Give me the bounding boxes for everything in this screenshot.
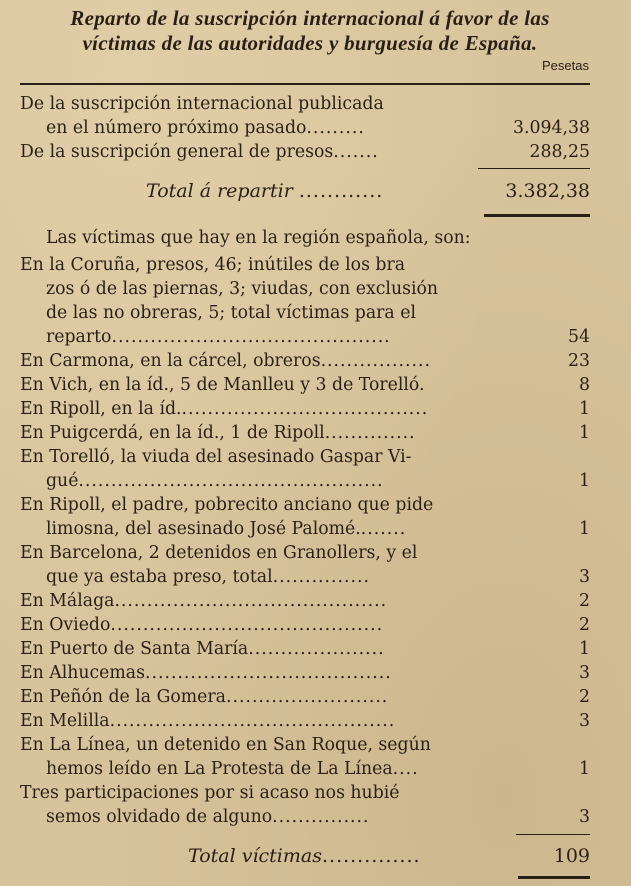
title-line-2: víctimas de las autoridades y burguesía de España. xyxy=(82,31,538,55)
victim-entry-1-line-4: reparto........................................... 54 xyxy=(46,327,590,347)
victim-entry-6-count: 1 xyxy=(579,471,590,491)
victim-entry-5: En Puigcerdá, en la íd., 1 de Ripoll.............. 1 xyxy=(20,423,590,443)
victim-entry-15-count: 1 xyxy=(579,759,590,779)
total-victims-line xyxy=(20,843,590,869)
total-distribute-label: Total á repartir ............ xyxy=(146,180,384,202)
total-distribute-line xyxy=(20,178,590,204)
victims-sum-rule xyxy=(516,834,590,835)
income-entry-2-text: De la suscripción general de presos xyxy=(20,142,334,162)
income-entry-1-line-1 xyxy=(20,92,590,116)
victim-entry-6-line-1: En Torelló, la viuda del asesinado Gaspar Vi- xyxy=(20,447,412,467)
currency-column-header: Pesetas xyxy=(542,58,589,73)
total-distribute-amount: 3.382,38 xyxy=(505,180,590,202)
victim-entry-13-count: 2 xyxy=(579,687,590,707)
income-entry-1-amount: 3.094,38 xyxy=(513,118,590,138)
victim-entry-15-line-1: En La Línea, un detenido en San Roque, según xyxy=(20,735,431,755)
victim-entry-8-line-2: que ya estaba preso, total............... 3 xyxy=(46,567,590,587)
victim-entry-10: En Oviedo.......................................... 2 xyxy=(20,615,590,635)
victim-entry-16-count: 3 xyxy=(579,807,590,827)
victim-entry-8-line-1: En Barcelona, 2 detenidos en Granollers, y el xyxy=(20,543,418,563)
victim-entry-15-line-2: hemos leído en La Protesta de La Línea.... 1 xyxy=(46,759,590,779)
income-entry-1-text-2: en el número próximo pasado xyxy=(46,118,307,138)
title-line-1: Reparto de la suscripción internacional á favor de las xyxy=(70,6,550,30)
victim-entry-5-count: 1 xyxy=(579,423,590,443)
header-divider xyxy=(20,83,590,85)
victim-entry-3-count: 8 xyxy=(579,375,590,395)
victim-entry-1-line-2: zos ó de las piernas, 3; viudas, con exclusión xyxy=(46,279,439,299)
victim-entry-9: En Málaga.......................................... 2 xyxy=(20,591,590,611)
victim-entry-7-count: 1 xyxy=(579,519,590,539)
victim-entry-14-count: 3 xyxy=(579,711,590,731)
sum-rule xyxy=(478,168,590,169)
victim-entry-16-line-2: semos olvidado de alguno............... 3 xyxy=(46,807,590,827)
victim-entry-11-count: 1 xyxy=(579,639,590,659)
total-victims-label: Total víctimas.............. xyxy=(188,845,421,867)
victim-entry-4-count: 1 xyxy=(579,399,590,419)
victim-entry-12-count: 3 xyxy=(579,663,590,683)
victim-entry-14: En Melilla............................................ 3 xyxy=(20,711,590,731)
victim-entry-6-line-2: gué............................................... 1 xyxy=(46,471,590,491)
victim-entry-7-line-1: En Ripoll, el padre, pobrecito anciano que pide xyxy=(20,495,434,515)
victim-entry-16-line-1: Tres participaciones por si acaso nos hubié xyxy=(20,783,400,803)
victim-entry-10-count: 2 xyxy=(579,615,590,635)
victim-entry-13: En Peñón de la Gomera......................... 2 xyxy=(20,687,590,707)
victim-entry-8-count: 3 xyxy=(579,567,590,587)
victim-entry-3: En Vich, en la íd., 5 de Manlleu y 3 de Torelló. 8 xyxy=(20,375,590,395)
victim-entry-1-count: 54 xyxy=(568,327,590,347)
article-title xyxy=(20,6,600,56)
victim-entry-7-line-2: limosna, del asesinado José Palomé........ 1 xyxy=(46,519,590,539)
income-entry-2-amount: 288,25 xyxy=(529,142,590,162)
victim-entry-1-line-3: de las no obreras, 5; total víctimas para el xyxy=(46,303,416,323)
victims-intro: Las víctimas que hay en la región española, son: xyxy=(46,228,471,248)
victim-entry-4: En Ripoll, en la íd....................................... 1 xyxy=(20,399,590,419)
income-entry-1-line-2: en el número próximo pasado......... 3.094,38 xyxy=(46,118,590,138)
victim-entry-11: En Puerto de Santa María..................... 1 xyxy=(20,639,590,659)
victim-entry-2: En Carmona, en la cárcel, obreros................. 23 xyxy=(20,351,590,371)
victim-entry-1-line-1: En la Coruña, presos, 46; inútiles de los bra xyxy=(20,255,406,275)
total-double-rule xyxy=(484,214,590,217)
victim-entry-2-count: 23 xyxy=(568,351,590,371)
final-double-rule xyxy=(518,876,590,879)
victim-entry-9-count: 2 xyxy=(579,591,590,611)
total-victims-count: 109 xyxy=(553,845,590,867)
income-entry-1-text-1: De la suscripción internacional publicada xyxy=(20,94,384,114)
income-entry-2: De la suscripción general de presos....... 288,25 xyxy=(20,142,590,162)
victim-entry-12: En Alhucemas...................................... 3 xyxy=(20,663,590,683)
